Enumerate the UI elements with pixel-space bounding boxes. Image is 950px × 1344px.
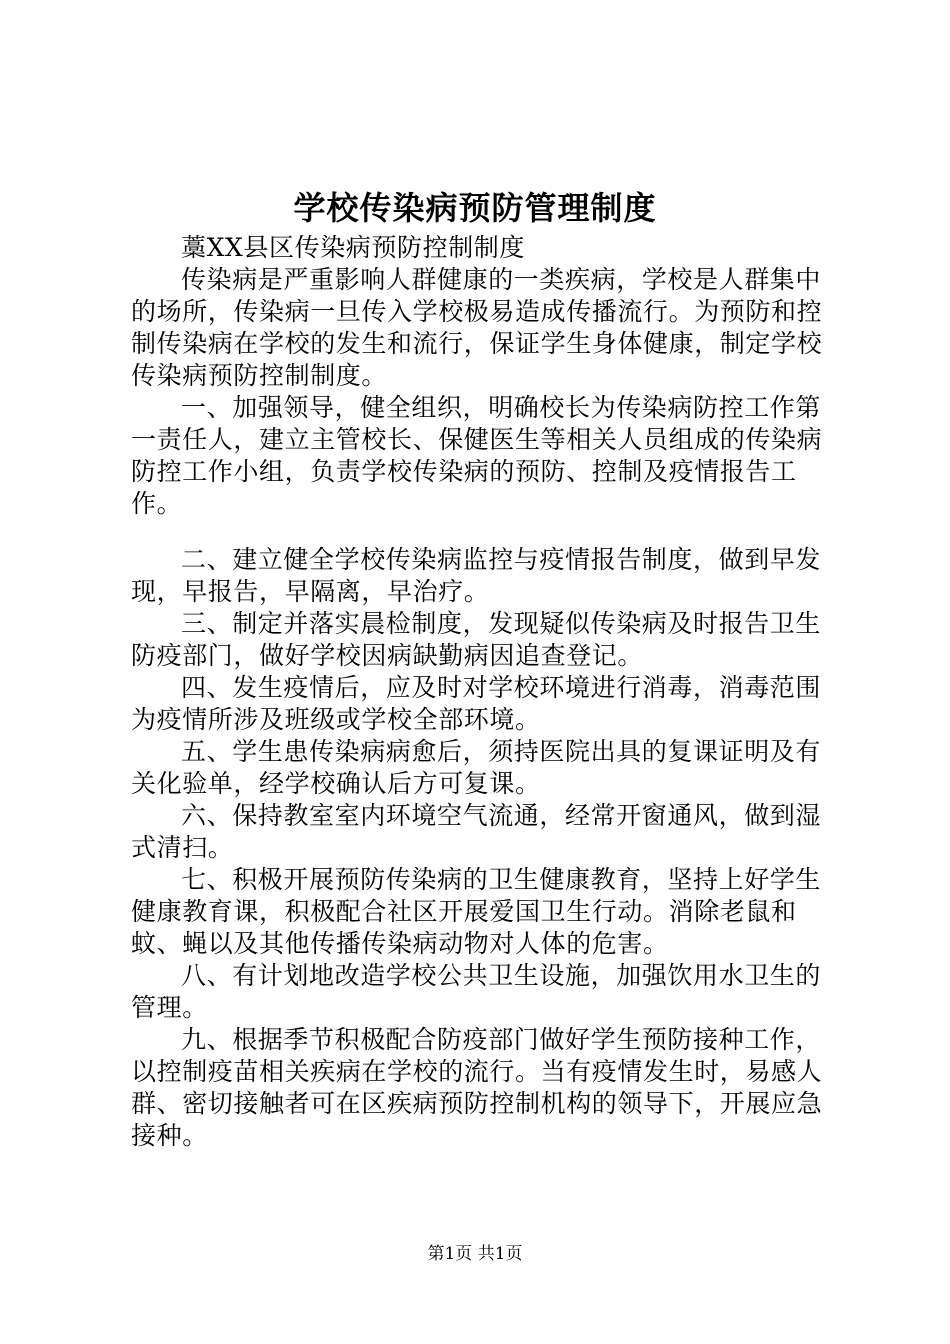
paragraph-item-9: 九、根据季节积极配合防疫部门做好学生预防接种工作，以控制疫苗相关疾病在学校的流行。当有疫情发生时，易感人群、密切接触者可在区疾病预防控制机构的领导下，开展应急接种。 bbox=[131, 1025, 823, 1150]
paragraph-item-6: 六、保持教室室内环境空气流通，经常开窗通风，做到湿式清扫。 bbox=[131, 801, 822, 862]
paragraph-item-3: 三、制定并落实晨检制度，发现疑似传染病及时报告卫生防疫部门，做好学校因病缺勤病因追查登记。 bbox=[131, 609, 822, 670]
document-title: 学校传染病预防管理制度 bbox=[293, 189, 657, 227]
paragraph-item-4: 四、发生疫情后，应及时对学校环境进行消毒，消毒范围为疫情所涉及班级或学校全部环境。 bbox=[131, 673, 822, 734]
page-footer: 第1页 共1页 bbox=[427, 1244, 523, 1264]
paragraph-intro: 传染病是严重影响人群健康的一类疾病，学校是人群集中的场所，传染病一旦传入学校极易造成传播流行。为预防和控制传染病在学校的发生和流行，保证学生身体健康，制定学校传染病预防控制制度。 bbox=[131, 265, 823, 390]
paragraph-item-2: 二、建立健全学校传染病监控与疫情报告制度，做到早发现，早报告，早隔离，早治疗。 bbox=[131, 545, 822, 606]
paragraph-item-8: 八、有计划地改造学校公共卫生设施，加强饮用水卫生的管理。 bbox=[131, 961, 822, 1022]
paragraph-item-5: 五、学生患传染病病愈后，须持医院出具的复课证明及有关化验单，经学校确认后方可复课。 bbox=[131, 737, 822, 798]
paragraph-item-7: 七、积极开展预防传染病的卫生健康教育，坚持上好学生健康教育课，积极配合社区开展爱国卫生行动。消除老鼠和蚊、蝇以及其他传播传染病动物对人体的危害。 bbox=[131, 865, 822, 958]
paragraph-item-1: 一、加强领导，健全组织，明确校长为传染病防控工作第一责任人，建立主管校长、保健医生等相关人员组成的传染病防控工作小组，负责学校传染病的预防、控制及疫情报告工作。 bbox=[131, 393, 823, 518]
document-body bbox=[131, 232, 831, 1152]
paragraph-subtitle: 藁XX县区传染病预防控制制度 bbox=[181, 233, 525, 262]
